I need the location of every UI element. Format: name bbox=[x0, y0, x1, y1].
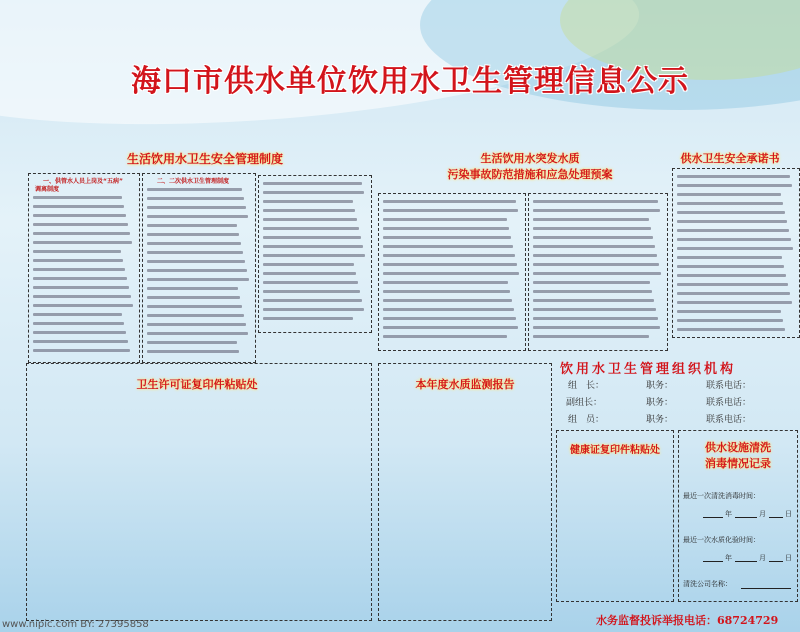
emergency-heading-line2: 污染事故防范措施和应急处理预案 bbox=[447, 168, 613, 181]
text-line bbox=[33, 295, 131, 298]
text-line bbox=[147, 296, 240, 299]
text-line bbox=[263, 209, 355, 212]
date-day-label: 日 bbox=[785, 554, 792, 562]
text-line bbox=[383, 335, 507, 338]
text-line bbox=[677, 256, 782, 259]
text-line bbox=[147, 206, 246, 209]
text-line bbox=[677, 301, 792, 304]
text-line bbox=[677, 220, 787, 223]
blank-line bbox=[769, 552, 783, 562]
text-line bbox=[263, 317, 353, 320]
text-line bbox=[33, 304, 133, 307]
text-line bbox=[677, 310, 781, 313]
text-line bbox=[383, 317, 516, 320]
health-cert-heading: 健康证复印件粘贴处 bbox=[570, 445, 660, 456]
license-heading: 卫生许可证复印件粘贴处 bbox=[136, 378, 258, 391]
text-line bbox=[147, 332, 248, 335]
blank-line bbox=[741, 579, 791, 589]
text-line bbox=[383, 290, 510, 293]
text-line bbox=[147, 224, 237, 227]
cleaning-heading-line1: 供水设施清洗 bbox=[705, 441, 771, 454]
health-cert-area bbox=[556, 430, 674, 602]
text-line bbox=[533, 227, 651, 230]
text-line bbox=[263, 308, 364, 311]
water-report-heading: 本年度水质监测报告 bbox=[415, 378, 515, 391]
blank-line bbox=[703, 508, 723, 518]
blank-line bbox=[735, 552, 757, 562]
text-line bbox=[33, 286, 129, 289]
text-line bbox=[33, 196, 122, 199]
text-line bbox=[263, 290, 360, 293]
text-line bbox=[147, 188, 242, 191]
rules-box-2 bbox=[142, 173, 256, 363]
text-line bbox=[147, 341, 237, 344]
text-line bbox=[263, 245, 363, 248]
text-line bbox=[533, 209, 660, 212]
text-line bbox=[383, 245, 513, 248]
text-line bbox=[533, 299, 654, 302]
text-line bbox=[263, 281, 358, 284]
text-line bbox=[263, 272, 356, 275]
text-line bbox=[147, 314, 244, 317]
text-line bbox=[677, 274, 786, 277]
text-line bbox=[147, 260, 245, 263]
text-line bbox=[33, 205, 124, 208]
text-line bbox=[677, 202, 783, 205]
text-line bbox=[533, 290, 652, 293]
text-line bbox=[677, 328, 785, 331]
commitment-heading: 供水卫生安全承诺书 bbox=[680, 152, 780, 165]
rules-sub-heading-1b: 调离制度 bbox=[35, 186, 60, 193]
date-month-label: 月 bbox=[759, 554, 766, 562]
rules-box-1 bbox=[28, 173, 140, 363]
blank-line bbox=[703, 552, 723, 562]
org-role-member: 组 员： bbox=[568, 415, 605, 425]
blank-line bbox=[769, 508, 783, 518]
text-line bbox=[263, 182, 362, 185]
text-line bbox=[33, 313, 122, 316]
text-line bbox=[33, 349, 130, 352]
text-line bbox=[383, 281, 508, 284]
text-line bbox=[383, 227, 509, 230]
text-line bbox=[677, 265, 784, 268]
text-line bbox=[33, 322, 124, 325]
text-line bbox=[533, 281, 650, 284]
text-line bbox=[383, 272, 519, 275]
emergency-heading-line1: 生活饮用水突发水质 bbox=[480, 152, 580, 165]
text-line bbox=[263, 263, 354, 266]
text-line bbox=[533, 308, 656, 311]
cleaning-heading-line2: 消毒情况记录 bbox=[705, 457, 771, 470]
text-line bbox=[383, 263, 517, 266]
text-line bbox=[383, 299, 512, 302]
text-line bbox=[677, 247, 793, 250]
text-line bbox=[147, 269, 247, 272]
text-line bbox=[533, 263, 659, 266]
org-role-leader: 组 长： bbox=[568, 381, 605, 391]
page-title: 海口市供水单位饮用水卫生管理信息公示 bbox=[131, 64, 689, 99]
text-line bbox=[33, 241, 132, 244]
cleaning-row-1-label: 最近一次清洗消毒时间： bbox=[683, 492, 760, 500]
text-line bbox=[33, 259, 123, 262]
text-line bbox=[677, 193, 781, 196]
commitment-box bbox=[672, 168, 800, 338]
cleaning-row-2-label: 最近一次水质化验时间： bbox=[683, 536, 760, 544]
text-line bbox=[147, 305, 242, 308]
org-position-deputy: 职务： bbox=[646, 398, 674, 408]
text-line bbox=[533, 245, 655, 248]
rules-box-3 bbox=[258, 175, 372, 333]
blank-line bbox=[735, 508, 757, 518]
rules-sub-heading-1: 一、供管水人员上岗及“五病” bbox=[43, 178, 123, 185]
text-line bbox=[383, 200, 516, 203]
text-line bbox=[147, 197, 244, 200]
text-line bbox=[147, 242, 241, 245]
text-line bbox=[33, 250, 121, 253]
text-line bbox=[677, 175, 790, 178]
date-year-label: 年 bbox=[725, 554, 732, 562]
org-phone-member: 联系电话： bbox=[706, 415, 752, 425]
complaint-hotline bbox=[596, 612, 778, 628]
text-line bbox=[383, 326, 518, 329]
text-line bbox=[383, 209, 518, 212]
text-line bbox=[533, 326, 660, 329]
cleaning-row-3-label: 清洗公司名称： bbox=[683, 580, 732, 588]
safety-rules-heading: 生活饮用水卫生安全管理制度 bbox=[126, 152, 283, 166]
text-line bbox=[33, 232, 130, 235]
watermark: www.nipic.com BY: 27395858 bbox=[2, 619, 149, 630]
org-position-leader: 职务： bbox=[646, 381, 674, 391]
text-line bbox=[533, 236, 653, 239]
text-line bbox=[33, 277, 127, 280]
text-line bbox=[263, 236, 361, 239]
text-line bbox=[263, 191, 364, 194]
text-line bbox=[533, 317, 658, 320]
text-line bbox=[677, 211, 785, 214]
text-line bbox=[147, 251, 243, 254]
text-line bbox=[383, 218, 507, 221]
hotline-label: 水务监督投诉举报电话： bbox=[596, 614, 717, 627]
text-line bbox=[677, 184, 792, 187]
text-line bbox=[147, 215, 248, 218]
emergency-box-1 bbox=[378, 193, 526, 351]
org-position-member: 职务： bbox=[646, 415, 674, 425]
text-line bbox=[263, 200, 353, 203]
text-line bbox=[33, 214, 126, 217]
water-report-area bbox=[378, 363, 552, 621]
text-line bbox=[677, 292, 790, 295]
text-line bbox=[147, 233, 239, 236]
text-line bbox=[263, 254, 365, 257]
text-line bbox=[263, 218, 357, 221]
text-line bbox=[677, 319, 783, 322]
text-line bbox=[147, 350, 239, 353]
text-line bbox=[533, 272, 661, 275]
text-line bbox=[383, 308, 514, 311]
date-month-label: 月 bbox=[759, 510, 766, 518]
text-line bbox=[33, 223, 128, 226]
text-line bbox=[33, 331, 126, 334]
text-line bbox=[263, 299, 362, 302]
text-line bbox=[533, 254, 657, 257]
org-role-deputy: 副组长： bbox=[566, 398, 603, 408]
cleaning-record-box bbox=[678, 430, 798, 602]
text-line bbox=[677, 238, 791, 241]
date-year-label: 年 bbox=[725, 510, 732, 518]
text-line bbox=[147, 287, 238, 290]
rules-sub-heading-2: 二、二次供水卫生管理制度 bbox=[157, 178, 230, 185]
text-line bbox=[33, 268, 125, 271]
text-line bbox=[147, 278, 249, 281]
text-line bbox=[383, 254, 515, 257]
license-paste-area bbox=[26, 363, 372, 621]
text-line bbox=[33, 340, 128, 343]
text-line bbox=[147, 323, 246, 326]
date-day-label: 日 bbox=[785, 510, 792, 518]
text-line bbox=[533, 200, 658, 203]
text-line bbox=[533, 218, 649, 221]
org-phone-deputy: 联系电话： bbox=[706, 398, 752, 408]
org-phone-leader: 联系电话： bbox=[706, 381, 752, 391]
text-line bbox=[383, 236, 511, 239]
org-heading: 饮用水卫生管理组织机构 bbox=[560, 362, 737, 377]
text-line bbox=[677, 283, 788, 286]
hotline-number: 68724729 bbox=[717, 614, 779, 627]
text-line bbox=[263, 227, 359, 230]
text-line bbox=[677, 229, 789, 232]
emergency-box-2 bbox=[528, 193, 668, 351]
text-line bbox=[533, 335, 649, 338]
